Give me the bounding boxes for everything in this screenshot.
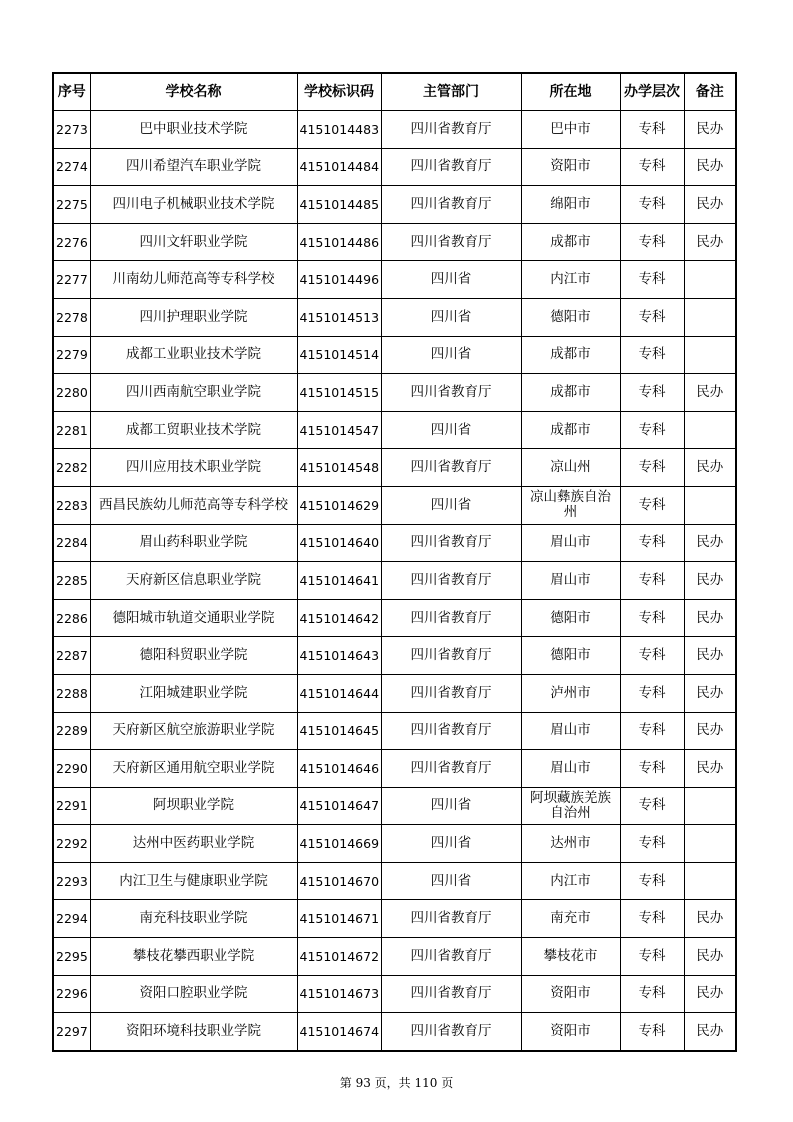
cell-location: 内江市 [521,261,620,299]
cell-school-name: 内江卫生与健康职业学院 [90,862,297,900]
cell-remarks [684,862,736,900]
cell-remarks: 民办 [684,938,736,976]
cell-remarks: 民办 [684,1013,736,1051]
cell-location: 成都市 [521,411,620,449]
cell-level: 专科 [620,223,684,261]
table-row [53,111,736,149]
cell-authority: 四川省教育厅 [381,674,521,712]
table-row [53,524,736,562]
cell-school-name: 巴中职业技术学院 [90,111,297,149]
cell-serial: 2295 [53,938,90,976]
cell-school-name: 攀枝花攀西职业学院 [90,938,297,976]
table-body [53,111,736,1051]
cell-location: 眉山市 [521,712,620,750]
cell-school-code: 4151014486 [297,223,381,261]
cell-location: 资阳市 [521,1013,620,1051]
header-authority: 主管部门 [381,73,521,111]
cell-school-name: 阿坝职业学院 [90,787,297,825]
cell-school-name: 四川文轩职业学院 [90,223,297,261]
cell-serial: 2273 [53,111,90,149]
cell-authority: 四川省教育厅 [381,186,521,224]
cell-authority: 四川省 [381,862,521,900]
cell-school-name: 四川护理职业学院 [90,298,297,336]
cell-level: 专科 [620,674,684,712]
cell-authority: 四川省 [381,336,521,374]
cell-location: 资阳市 [521,148,620,186]
page-footer: 第 93 页，共 110 页 [339,1076,454,1090]
cell-authority: 四川省教育厅 [381,599,521,637]
cell-remarks [684,261,736,299]
cell-authority: 四川省教育厅 [381,562,521,600]
cell-level: 专科 [620,825,684,863]
table-row [53,186,736,224]
cell-level: 专科 [620,750,684,788]
table-row [53,298,736,336]
cell-serial: 2284 [53,524,90,562]
cell-authority: 四川省教育厅 [381,524,521,562]
cell-authority: 四川省教育厅 [381,975,521,1013]
cell-serial: 2292 [53,825,90,863]
cell-remarks: 民办 [684,524,736,562]
cell-level: 专科 [620,1013,684,1051]
header-remarks: 备注 [684,73,736,111]
cell-serial: 2281 [53,411,90,449]
table-row [53,712,736,750]
cell-authority: 四川省教育厅 [381,223,521,261]
table-row [53,1013,736,1051]
table-header-row [53,73,736,111]
header-level: 办学层次 [620,73,684,111]
cell-level: 专科 [620,186,684,224]
cell-school-name: 达州中医药职业学院 [90,825,297,863]
header-location: 所在地 [521,73,620,111]
cell-serial: 2289 [53,712,90,750]
cell-school-name: 德阳科贸职业学院 [90,637,297,675]
cell-serial: 2297 [53,1013,90,1051]
table-row [53,223,736,261]
cell-level: 专科 [620,712,684,750]
cell-authority: 四川省教育厅 [381,938,521,976]
cell-school-code: 4151014515 [297,374,381,412]
cell-level: 专科 [620,787,684,825]
cell-school-name: 资阳环境科技职业学院 [90,1013,297,1051]
cell-location: 眉山市 [521,524,620,562]
cell-school-code: 4151014513 [297,298,381,336]
cell-authority: 四川省教育厅 [381,750,521,788]
cell-school-code: 4151014647 [297,787,381,825]
table-row [53,938,736,976]
table-row [53,336,736,374]
cell-remarks [684,298,736,336]
cell-location: 资阳市 [521,975,620,1013]
cell-remarks: 民办 [684,975,736,1013]
cell-school-code: 4151014629 [297,486,381,524]
table-row [53,562,736,600]
cell-level: 专科 [620,374,684,412]
cell-location: 南充市 [521,900,620,938]
cell-remarks: 民办 [684,599,736,637]
cell-serial: 2291 [53,787,90,825]
table-row [53,862,736,900]
cell-school-code: 4151014484 [297,148,381,186]
cell-remarks: 民办 [684,900,736,938]
cell-level: 专科 [620,148,684,186]
cell-location: 眉山市 [521,562,620,600]
cell-location: 成都市 [521,223,620,261]
cell-authority: 四川省 [381,787,521,825]
cell-remarks: 民办 [684,111,736,149]
table-row [53,674,736,712]
cell-location: 内江市 [521,862,620,900]
cell-school-name: 天府新区航空旅游职业学院 [90,712,297,750]
cell-school-code: 4151014672 [297,938,381,976]
table-row [53,825,736,863]
cell-school-name: 眉山药科职业学院 [90,524,297,562]
cell-school-code: 4151014670 [297,862,381,900]
cell-serial: 2283 [53,486,90,524]
cell-location: 攀枝花市 [521,938,620,976]
cell-remarks [684,486,736,524]
cell-level: 专科 [620,900,684,938]
cell-school-code: 4151014640 [297,524,381,562]
cell-authority: 四川省教育厅 [381,637,521,675]
cell-school-name: 四川应用技术职业学院 [90,449,297,487]
cell-authority: 四川省教育厅 [381,900,521,938]
cell-level: 专科 [620,599,684,637]
cell-serial: 2286 [53,599,90,637]
cell-school-name: 四川电子机械职业技术学院 [90,186,297,224]
cell-school-code: 4151014643 [297,637,381,675]
cell-serial: 2276 [53,223,90,261]
cell-school-name: 四川希望汽车职业学院 [90,148,297,186]
cell-school-name: 川南幼儿师范高等专科学校 [90,261,297,299]
table-row [53,637,736,675]
header-school-name: 学校名称 [90,73,297,111]
cell-level: 专科 [620,562,684,600]
cell-school-code: 4151014485 [297,186,381,224]
cell-location: 德阳市 [521,298,620,336]
cell-authority: 四川省教育厅 [381,111,521,149]
table-row [53,411,736,449]
table-row [53,787,736,825]
cell-remarks: 民办 [684,374,736,412]
cell-school-name: 成都工业职业技术学院 [90,336,297,374]
table-row [53,599,736,637]
header-school-code: 学校标识码 [297,73,381,111]
cell-school-name: 资阳口腔职业学院 [90,975,297,1013]
cell-remarks: 民办 [684,712,736,750]
cell-level: 专科 [620,486,684,524]
cell-school-code: 4151014548 [297,449,381,487]
cell-serial: 2275 [53,186,90,224]
cell-authority: 四川省 [381,825,521,863]
cell-school-code: 4151014547 [297,411,381,449]
cell-level: 专科 [620,449,684,487]
cell-school-name: 江阳城建职业学院 [90,674,297,712]
cell-location: 德阳市 [521,599,620,637]
table-row [53,900,736,938]
cell-school-name: 南充科技职业学院 [90,900,297,938]
cell-serial: 2278 [53,298,90,336]
cell-authority: 四川省教育厅 [381,1013,521,1051]
cell-remarks: 民办 [684,148,736,186]
cell-location: 凉山州 [521,449,620,487]
cell-location: 眉山市 [521,750,620,788]
cell-remarks: 民办 [684,637,736,675]
cell-remarks: 民办 [684,750,736,788]
cell-school-code: 4151014671 [297,900,381,938]
cell-school-code: 4151014669 [297,825,381,863]
table-row [53,374,736,412]
cell-level: 专科 [620,261,684,299]
cell-school-code: 4151014674 [297,1013,381,1051]
cell-school-name: 西昌民族幼儿师范高等专科学校 [90,486,297,524]
school-list-table [52,72,737,1052]
cell-authority: 四川省 [381,411,521,449]
header-serial: 序号 [53,73,90,111]
table-row [53,486,736,524]
table-row [53,975,736,1013]
cell-serial: 2279 [53,336,90,374]
cell-school-code: 4151014644 [297,674,381,712]
cell-serial: 2274 [53,148,90,186]
cell-remarks: 民办 [684,562,736,600]
cell-level: 专科 [620,637,684,675]
table-row [53,750,736,788]
cell-school-name: 四川西南航空职业学院 [90,374,297,412]
cell-level: 专科 [620,336,684,374]
cell-authority: 四川省 [381,261,521,299]
cell-level: 专科 [620,524,684,562]
table-row [53,148,736,186]
cell-level: 专科 [620,411,684,449]
cell-location: 成都市 [521,336,620,374]
cell-serial: 2280 [53,374,90,412]
cell-serial: 2285 [53,562,90,600]
cell-authority: 四川省 [381,298,521,336]
cell-school-code: 4151014483 [297,111,381,149]
cell-serial: 2296 [53,975,90,1013]
cell-authority: 四川省教育厅 [381,374,521,412]
cell-serial: 2288 [53,674,90,712]
cell-level: 专科 [620,975,684,1013]
cell-remarks [684,825,736,863]
cell-school-code: 4151014641 [297,562,381,600]
cell-school-code: 4151014514 [297,336,381,374]
cell-school-code: 4151014673 [297,975,381,1013]
cell-location: 泸州市 [521,674,620,712]
cell-school-code: 4151014496 [297,261,381,299]
cell-remarks: 民办 [684,449,736,487]
cell-remarks: 民办 [684,674,736,712]
cell-authority: 四川省教育厅 [381,449,521,487]
cell-remarks [684,787,736,825]
cell-authority: 四川省教育厅 [381,712,521,750]
cell-serial: 2287 [53,637,90,675]
cell-location: 凉山彝族自治州 [521,486,620,524]
cell-serial: 2282 [53,449,90,487]
cell-remarks [684,336,736,374]
cell-authority: 四川省 [381,486,521,524]
cell-location: 德阳市 [521,637,620,675]
cell-serial: 2294 [53,900,90,938]
cell-level: 专科 [620,298,684,336]
cell-school-name: 德阳城市轨道交通职业学院 [90,599,297,637]
cell-level: 专科 [620,862,684,900]
cell-location: 绵阳市 [521,186,620,224]
table-row [53,261,736,299]
cell-location: 巴中市 [521,111,620,149]
cell-school-code: 4151014642 [297,599,381,637]
cell-remarks [684,411,736,449]
cell-serial: 2290 [53,750,90,788]
cell-serial: 2277 [53,261,90,299]
cell-school-code: 4151014646 [297,750,381,788]
cell-school-name: 成都工贸职业技术学院 [90,411,297,449]
cell-remarks: 民办 [684,223,736,261]
cell-location: 阿坝藏族羌族自治州 [521,787,620,825]
cell-school-code: 4151014645 [297,712,381,750]
cell-location: 成都市 [521,374,620,412]
cell-serial: 2293 [53,862,90,900]
cell-authority: 四川省教育厅 [381,148,521,186]
cell-location: 达州市 [521,825,620,863]
cell-level: 专科 [620,938,684,976]
cell-school-name: 天府新区通用航空职业学院 [90,750,297,788]
cell-school-name: 天府新区信息职业学院 [90,562,297,600]
table-row [53,449,736,487]
cell-remarks: 民办 [684,186,736,224]
cell-level: 专科 [620,111,684,149]
